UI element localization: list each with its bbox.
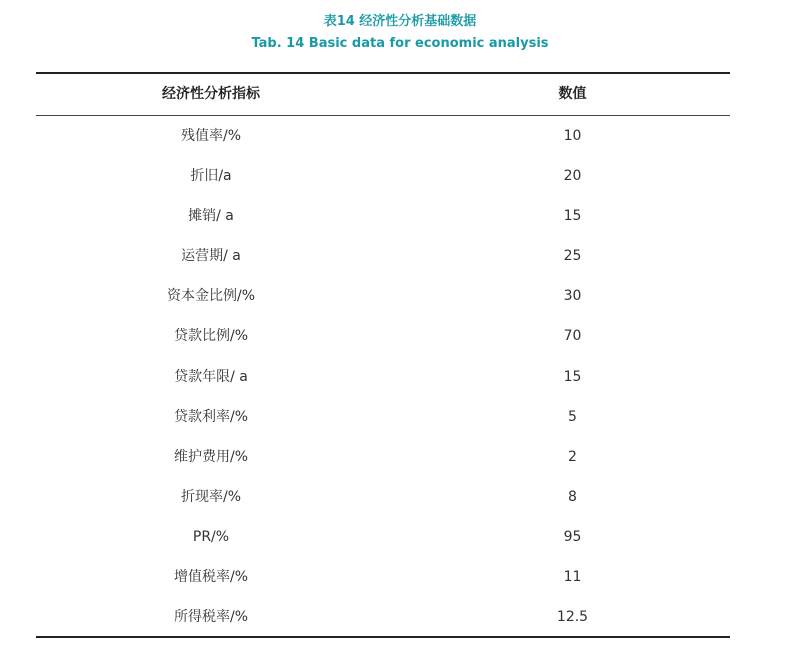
row-value: 11 [563, 569, 582, 586]
table-row [36, 597, 730, 637]
row-value: 2 [568, 448, 577, 465]
table-row [36, 156, 730, 196]
row-value: 25 [563, 248, 582, 265]
table-header-row [36, 74, 730, 115]
table-caption-en: Tab. 14 Basic data for economic analysis [251, 36, 549, 51]
table-row [36, 517, 730, 557]
row-value: 15 [563, 368, 582, 385]
table-row [36, 236, 730, 276]
row-value: 5 [568, 408, 577, 425]
row-value: 70 [563, 328, 582, 345]
row-value: 30 [563, 288, 582, 305]
table-caption-cn: 表14 经济性分析基础数据 [323, 14, 477, 29]
row-indicator: 残值率/% [180, 128, 242, 144]
row-value: 10 [563, 128, 582, 144]
table-row [36, 196, 730, 236]
row-indicator: 折旧/a [190, 168, 232, 185]
column-header-value: 数值 [558, 86, 587, 102]
table-row [36, 357, 730, 397]
row-value: 15 [563, 208, 582, 225]
row-indicator: 贷款比例/% [173, 328, 249, 345]
table-row [36, 477, 730, 517]
row-value: 8 [568, 488, 577, 505]
table-row [36, 437, 730, 477]
table-body [36, 116, 730, 637]
row-indicator: 维护费用/% [173, 448, 249, 465]
row-value: 12.5 [556, 609, 589, 626]
row-indicator: 贷款年限/ a [174, 368, 248, 385]
row-indicator: 资本金比例/% [166, 288, 256, 305]
table-row [36, 276, 730, 316]
row-indicator: 贷款利率/% [173, 408, 249, 425]
row-value: 95 [563, 528, 582, 545]
row-indicator: 所得税率/% [173, 609, 249, 626]
row-indicator: 增值税率/% [173, 569, 249, 586]
economic-analysis-table [36, 74, 730, 626]
row-indicator: PR/% [192, 528, 230, 545]
row-indicator: 摊销/ a [188, 208, 234, 225]
row-indicator: 折现率/% [180, 488, 242, 505]
table-row [36, 557, 730, 597]
row-indicator: 运营期/ a [181, 248, 241, 265]
table-row [36, 397, 730, 437]
row-value: 20 [563, 168, 582, 185]
table-row [36, 116, 730, 156]
column-header-indicator: 经济性分析指标 [162, 86, 260, 102]
table-row [36, 316, 730, 356]
